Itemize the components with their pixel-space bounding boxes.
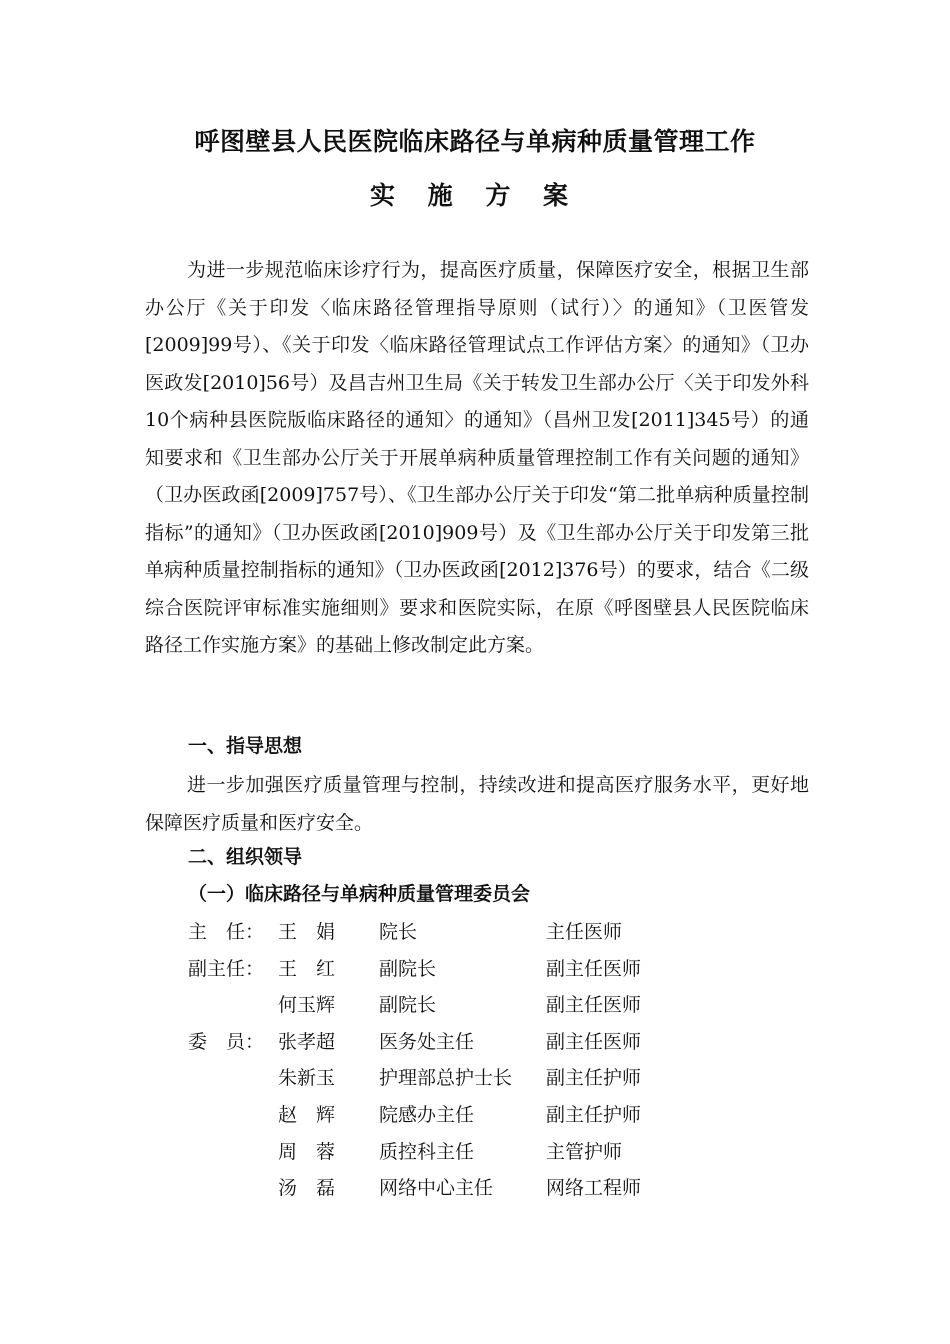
- intro-paragraph: 为进一步规范临床诊疗行为，提高医疗质量，保障医疗安全，根据卫生部办公厅《关于印发〈临床路径管理指导原则（试行）〉的通知》（卫医管发[2009]99号）、《关于印发〈临床路径管理试点工作评估方案〉的通知》（卫办医政发[2010]56号）及昌吉州卫生局《关于转发卫生部办公厅〈关于印发外科10个病种县医院版临床路径的通知〉的通知》（昌州卫发[2011]345号）的通知要求和《卫生部办公厅关于开展单病种质量管理控制工作有关问题的通知》（卫办医政函[2009]757号）、《卫生部办公厅关于印发“第二批单病种质量控制指标”的通知》（卫办医政函[2010]909号）及《卫生部办公厅关于印发第三批单病种质量控制指标的通知》（卫办医政函[2012]376号）的要求，结合《二级综合医院评审标准实施细则》要求和医院实际，在原《呼图壁县人民医院临床路径工作实施方案》的基础上修改制定此方案。: [145, 259, 809, 656]
- member-title: 网络工程师: [546, 1177, 642, 1200]
- section-heading-guiding-ideology: 一、指导思想: [188, 735, 303, 757]
- member-position: 院感办主任: [379, 1103, 475, 1126]
- member-position: 护理部总护士长: [379, 1067, 513, 1090]
- document-subtitle: 实 施 方 案: [369, 181, 581, 210]
- member-name: 汤 磊: [278, 1177, 336, 1200]
- member-name: 张孝超: [278, 1030, 336, 1053]
- member-position: 院长: [379, 921, 418, 943]
- member-name: 何玉辉: [278, 994, 336, 1017]
- section-heading-organization: 二、组织领导: [188, 846, 303, 868]
- member-title: 副主任护师: [546, 1067, 642, 1090]
- document-title: 呼图壁县人民医院临床路径与单病种质量管理工作: [194, 127, 756, 156]
- member-name: 王 娟: [278, 921, 336, 943]
- section1-paragraph-block: [145, 767, 809, 842]
- member-position: 网络中心主任: [379, 1177, 494, 1200]
- member-role: 主 任：: [188, 921, 265, 943]
- intro-paragraph-block: [145, 252, 809, 665]
- member-title: 副主任医师: [546, 994, 642, 1017]
- subsection-heading-committee: （一）临床路径与单病种质量管理委员会: [188, 883, 531, 905]
- member-role: 委 员：: [188, 1030, 265, 1053]
- member-role: 副主任：: [188, 957, 265, 980]
- member-title: 副主任医师: [546, 957, 642, 980]
- member-position: 副院长: [379, 994, 437, 1017]
- member-title: 副主任护师: [546, 1103, 642, 1126]
- member-name: 朱新玉: [278, 1067, 336, 1090]
- member-title: 主管护师: [546, 1140, 623, 1163]
- member-position: 副院长: [379, 957, 437, 980]
- member-title: 主任医师: [546, 921, 623, 943]
- section1-paragraph: 进一步加强医疗质量管理与控制，持续改进和提高医疗服务水平，更好地保障医疗质量和医疗安全。: [145, 774, 809, 834]
- member-name: 赵 辉: [278, 1103, 336, 1126]
- member-title: 副主任医师: [546, 1030, 642, 1053]
- member-name: 周 蓉: [278, 1140, 336, 1163]
- member-position: 质控科主任: [379, 1140, 475, 1163]
- member-name: 王 红: [278, 957, 336, 980]
- member-position: 医务处主任: [379, 1030, 475, 1053]
